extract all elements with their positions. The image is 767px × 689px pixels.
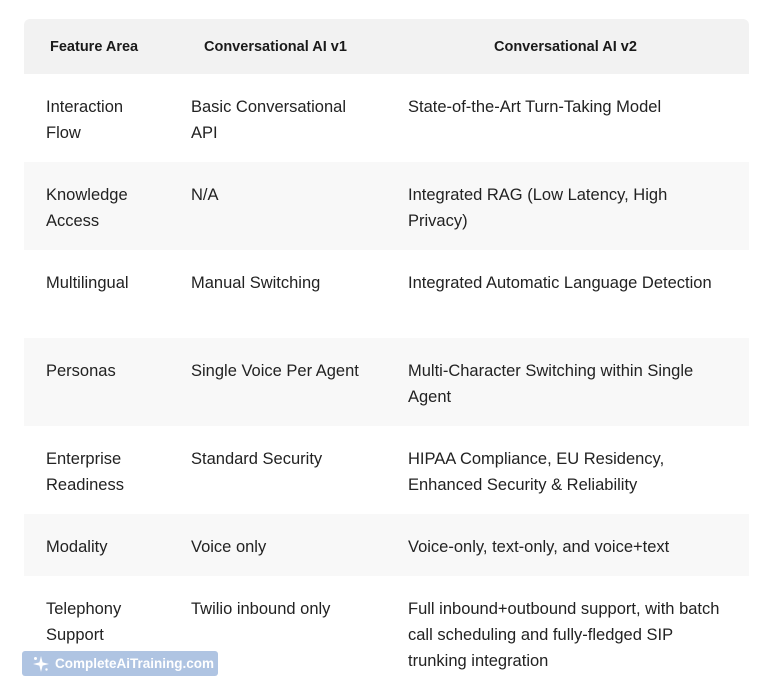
v2-cell: Integrated RAG (Low Latency, High Privacy) (408, 186, 668, 230)
feature-cell: Knowledge Access (46, 186, 128, 230)
watermark-badge[interactable] (22, 651, 218, 676)
comparison-table (24, 19, 749, 680)
table-row (24, 162, 749, 250)
header-v2: Conversational AI v2 (494, 38, 637, 55)
feature-cell: Telephony Support (46, 600, 122, 644)
v2-cell: HIPAA Compliance, EU Residency, Enhanced Security & Reliability (408, 450, 665, 494)
header-v1: Conversational AI v1 (204, 38, 347, 55)
feature-cell: Enterprise Readiness (46, 450, 124, 494)
feature-cell: Multilingual (46, 274, 129, 292)
v1-cell: Voice only (191, 538, 267, 556)
feature-cell: Modality (46, 538, 108, 556)
table-row (24, 514, 749, 576)
v1-cell: Manual Switching (191, 274, 321, 292)
table-header (24, 19, 749, 74)
v1-cell: Basic Conversational API (191, 98, 346, 142)
v2-cell: Voice-only, text-only, and voice+text (408, 538, 670, 556)
table-row (24, 426, 749, 514)
v2-cell: Full inbound+outbound support, with batch call scheduling and fully-fledged SIP trunking integration (408, 600, 720, 670)
feature-cell: Interaction Flow (46, 98, 124, 142)
v1-cell: Standard Security (191, 450, 323, 468)
table-row (24, 338, 749, 426)
v2-cell: State-of-the-Art Turn-Taking Model (408, 98, 662, 116)
table-row (24, 74, 749, 162)
v1-cell: Single Voice Per Agent (191, 362, 359, 380)
table-row (24, 250, 749, 338)
v2-cell: Multi-Character Switching within Single Agent (408, 362, 694, 406)
v1-cell: Twilio inbound only (191, 600, 331, 618)
sparkle-logo-icon (32, 655, 50, 673)
watermark-text: CompleteAiTraining.com (55, 656, 215, 671)
header-feature-area: Feature Area (50, 38, 139, 55)
v2-cell: Integrated Automatic Language Detection (408, 274, 712, 292)
v1-cell: N/A (191, 186, 219, 204)
feature-cell: Personas (46, 362, 116, 380)
